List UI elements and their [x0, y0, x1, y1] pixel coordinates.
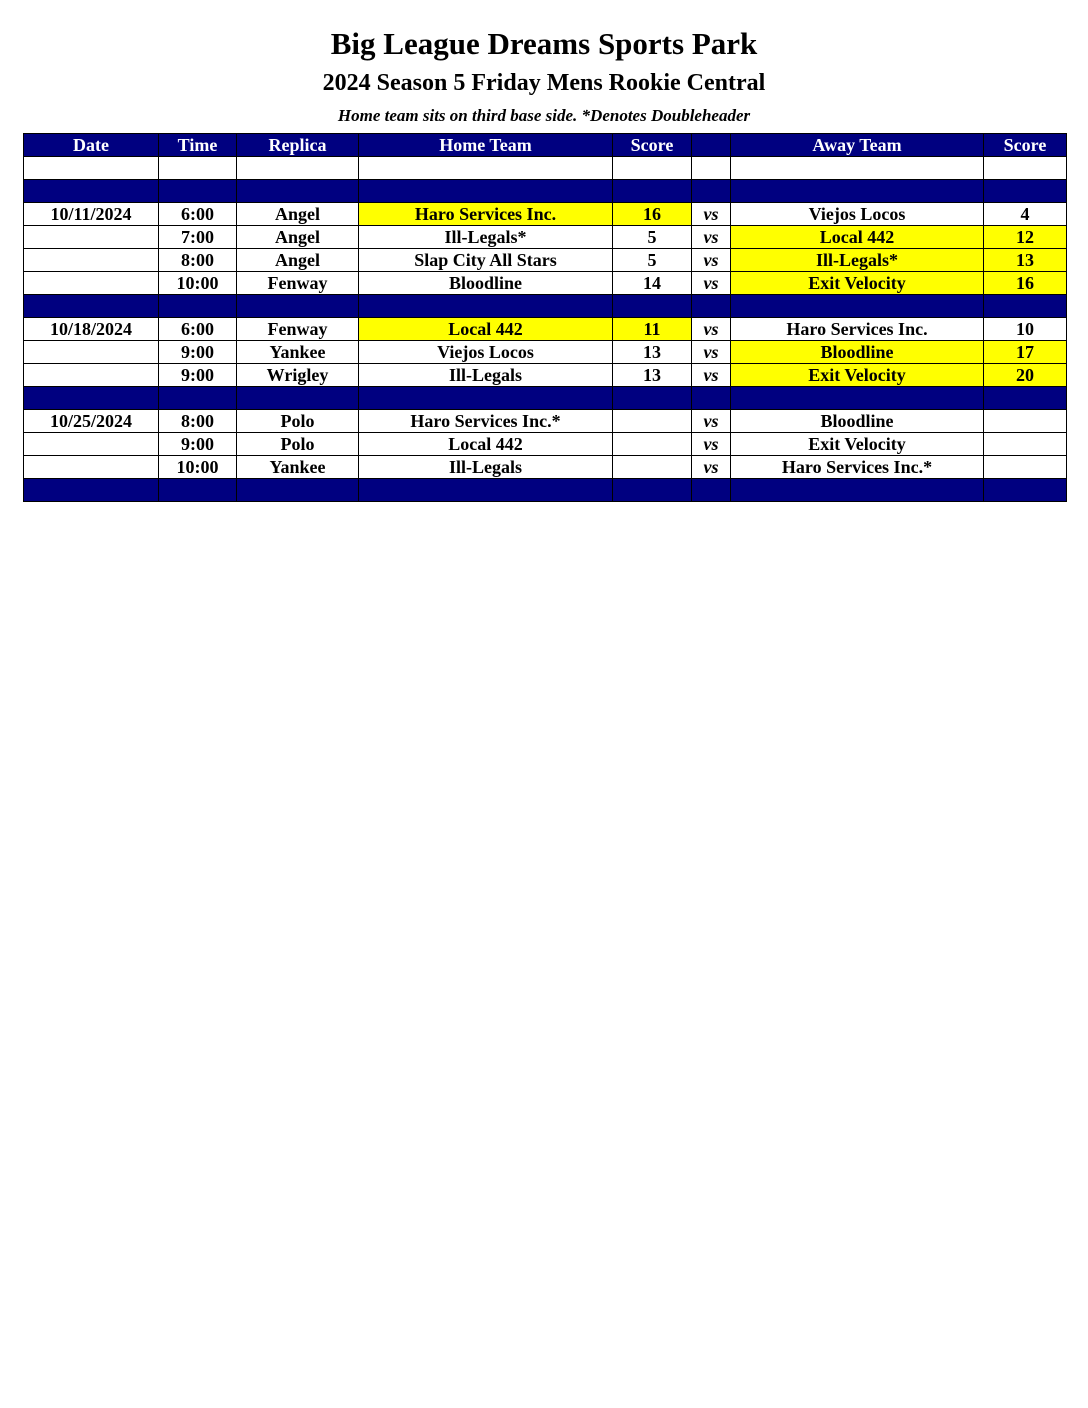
away-team-cell: Viejos Locos [731, 203, 984, 226]
replica-cell: Angel [237, 249, 359, 272]
time-cell: 8:00 [159, 249, 237, 272]
empty-cell [984, 479, 1067, 502]
empty-cell [159, 180, 237, 203]
schedule-table [23, 133, 1067, 502]
away-score-cell: 4 [984, 203, 1067, 226]
replica-cell: Angel [237, 203, 359, 226]
away-score-cell: 13 [984, 249, 1067, 272]
time-cell: 6:00 [159, 318, 237, 341]
vs-cell: vs [692, 272, 731, 295]
home-team-cell: Haro Services Inc.* [359, 410, 613, 433]
col-header-replica: Replica [237, 134, 359, 157]
away-team-cell: Exit Velocity [731, 364, 984, 387]
home-score-cell: 14 [613, 272, 692, 295]
date-cell [24, 226, 159, 249]
table-row [24, 456, 1067, 479]
away-team-cell: Local 442 [731, 226, 984, 249]
empty-cell [24, 180, 159, 203]
away-score-cell: 17 [984, 341, 1067, 364]
away-team-cell: Ill-Legals* [731, 249, 984, 272]
home-team-cell: Slap City All Stars [359, 249, 613, 272]
col-header-away-team: Away Team [731, 134, 984, 157]
table-row [24, 433, 1067, 456]
empty-cell [237, 157, 359, 180]
empty-cell [237, 387, 359, 410]
away-score-cell: 20 [984, 364, 1067, 387]
vs-cell: vs [692, 226, 731, 249]
empty-cell [613, 387, 692, 410]
empty-cell [984, 180, 1067, 203]
time-cell: 10:00 [159, 272, 237, 295]
time-cell: 6:00 [159, 203, 237, 226]
time-cell: 9:00 [159, 364, 237, 387]
separator-row [24, 479, 1067, 502]
home-score-cell: 5 [613, 226, 692, 249]
empty-cell [692, 387, 731, 410]
replica-cell: Wrigley [237, 364, 359, 387]
away-team-cell: Exit Velocity [731, 272, 984, 295]
empty-cell [159, 157, 237, 180]
empty-cell [984, 295, 1067, 318]
away-team-cell: Bloodline [731, 341, 984, 364]
col-header-time: Time [159, 134, 237, 157]
empty-cell [692, 157, 731, 180]
time-cell: 8:00 [159, 410, 237, 433]
replica-cell: Polo [237, 433, 359, 456]
replica-cell: Fenway [237, 272, 359, 295]
empty-cell [359, 180, 613, 203]
empty-cell [159, 387, 237, 410]
replica-cell: Polo [237, 410, 359, 433]
empty-cell [159, 479, 237, 502]
home-team-cell: Ill-Legals [359, 456, 613, 479]
time-cell: 10:00 [159, 456, 237, 479]
replica-cell: Yankee [237, 456, 359, 479]
empty-cell [24, 479, 159, 502]
empty-cell [731, 180, 984, 203]
vs-cell: vs [692, 203, 731, 226]
col-header-vs [692, 134, 731, 157]
empty-cell [731, 157, 984, 180]
home-team-cell: Local 442 [359, 318, 613, 341]
home-team-cell: Local 442 [359, 433, 613, 456]
table-row [24, 226, 1067, 249]
header-row [24, 134, 1067, 157]
separator-row [24, 295, 1067, 318]
col-header-date: Date [24, 134, 159, 157]
home-score-cell: 13 [613, 341, 692, 364]
date-cell [24, 364, 159, 387]
schedule-body [24, 157, 1067, 502]
home-score-cell [613, 433, 692, 456]
date-cell [24, 456, 159, 479]
date-cell [24, 433, 159, 456]
empty-cell [692, 479, 731, 502]
empty-cell [24, 387, 159, 410]
empty-cell [24, 157, 159, 180]
home-score-cell: 16 [613, 203, 692, 226]
replica-cell: Angel [237, 226, 359, 249]
table-row [24, 272, 1067, 295]
col-header-away-score: Score [984, 134, 1067, 157]
page-note: Home team sits on third base side. *Denotes Doubleheader [337, 106, 751, 125]
home-score-cell [613, 456, 692, 479]
away-score-cell [984, 410, 1067, 433]
empty-cell [613, 479, 692, 502]
empty-cell [692, 295, 731, 318]
time-cell: 7:00 [159, 226, 237, 249]
home-team-cell: Bloodline [359, 272, 613, 295]
home-team-cell: Haro Services Inc. [359, 203, 613, 226]
away-score-cell [984, 433, 1067, 456]
table-row [24, 364, 1067, 387]
empty-cell [237, 180, 359, 203]
home-team-cell: Ill-Legals [359, 364, 613, 387]
vs-cell: vs [692, 249, 731, 272]
empty-cell [731, 387, 984, 410]
away-team-cell: Haro Services Inc.* [731, 456, 984, 479]
table-row [24, 341, 1067, 364]
replica-cell: Fenway [237, 318, 359, 341]
col-header-home-score: Score [613, 134, 692, 157]
col-header-home-team: Home Team [359, 134, 613, 157]
empty-cell [731, 479, 984, 502]
empty-cell [237, 479, 359, 502]
vs-cell: vs [692, 456, 731, 479]
replica-cell: Yankee [237, 341, 359, 364]
table-row [24, 318, 1067, 341]
away-team-cell: Bloodline [731, 410, 984, 433]
table-row [24, 410, 1067, 433]
away-team-cell: Exit Velocity [731, 433, 984, 456]
vs-cell: vs [692, 341, 731, 364]
empty-cell [159, 295, 237, 318]
home-score-cell: 13 [613, 364, 692, 387]
empty-cell [359, 157, 613, 180]
home-score-cell: 11 [613, 318, 692, 341]
empty-cell [359, 387, 613, 410]
date-cell: 10/18/2024 [24, 318, 159, 341]
page-title: Big League Dreams Sports Park [330, 26, 758, 61]
away-team-cell: Haro Services Inc. [731, 318, 984, 341]
date-cell [24, 249, 159, 272]
time-cell: 9:00 [159, 433, 237, 456]
empty-cell [731, 295, 984, 318]
separator-row [24, 180, 1067, 203]
date-cell [24, 272, 159, 295]
date-cell: 10/25/2024 [24, 410, 159, 433]
empty-cell [613, 180, 692, 203]
empty-cell [984, 387, 1067, 410]
vs-cell: vs [692, 318, 731, 341]
blank-row [24, 157, 1067, 180]
away-score-cell: 10 [984, 318, 1067, 341]
empty-cell [359, 295, 613, 318]
time-cell: 9:00 [159, 341, 237, 364]
away-score-cell: 16 [984, 272, 1067, 295]
home-team-cell: Ill-Legals* [359, 226, 613, 249]
empty-cell [984, 157, 1067, 180]
away-score-cell: 12 [984, 226, 1067, 249]
empty-cell [237, 295, 359, 318]
vs-cell: vs [692, 410, 731, 433]
home-team-cell: Viejos Locos [359, 341, 613, 364]
page-subtitle: 2024 Season 5 Friday Mens Rookie Central [322, 70, 766, 96]
vs-cell: vs [692, 433, 731, 456]
empty-cell [692, 180, 731, 203]
empty-cell [613, 157, 692, 180]
empty-cell [24, 295, 159, 318]
empty-cell [359, 479, 613, 502]
date-cell: 10/11/2024 [24, 203, 159, 226]
empty-cell [613, 295, 692, 318]
separator-row [24, 387, 1067, 410]
table-row [24, 249, 1067, 272]
date-cell [24, 341, 159, 364]
vs-cell: vs [692, 364, 731, 387]
table-row [24, 203, 1067, 226]
home-score-cell: 5 [613, 249, 692, 272]
home-score-cell [613, 410, 692, 433]
away-score-cell [984, 456, 1067, 479]
